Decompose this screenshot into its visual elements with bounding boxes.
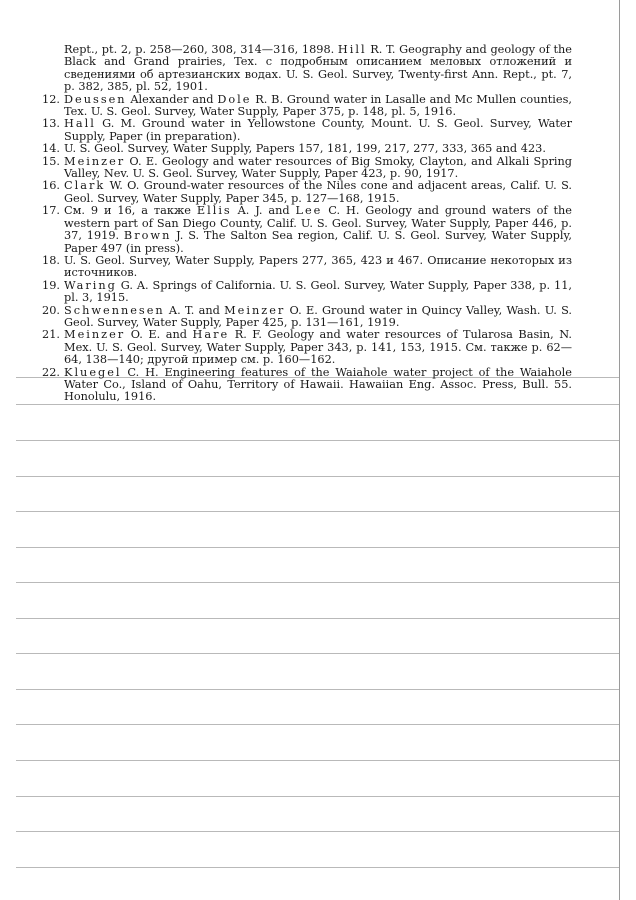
reference-text: O. E. and — [125, 328, 193, 342]
ruled-line — [16, 404, 619, 405]
ruled-line — [16, 689, 619, 690]
reference-text: G. M. Ground water in Yellowstone County, Mount. U. S. Geol. Survey, Water Supply, Paper (in preparation). — [64, 117, 572, 143]
reference-entry — [64, 44, 572, 94]
ruled-line — [16, 440, 619, 441]
reference-text: Rept., pt. 2, p. 258—260, 308, 314—316, 1898. — [64, 43, 338, 56]
reference-number: 15. — [42, 154, 60, 168]
ruled-line — [16, 796, 619, 797]
reference-text: W. O. Ground-water resources of the Niles cone and adjacent areas, Calif. U. S. Geol. Survey, Water Supply, Paper 345, p. 127—168, 1915. — [64, 179, 572, 205]
reference-entry — [42, 253, 572, 280]
author-name: Deussen — [64, 92, 127, 106]
reference-text: O. E. Ground water in Quincy Valley, Wash. U. S. Geol. Survey, Water Supply, Paper 425, p. 131—161, 1919. — [64, 303, 572, 329]
reference-text: U. S. Geol. Survey, Water Supply, Papers 277, 365, 423 и 467. Описание некоторых из источников. — [64, 253, 572, 280]
reference-text: R. B. Ground water in Lasalle and Mc Mullen counties, Tex. U. S. Geol. Survey, Water Supply, Paper 375, p. 148, pl. 5, 1916. — [64, 92, 572, 119]
reference-text: A. T. and — [164, 303, 225, 317]
author-name: Ellis — [196, 204, 232, 218]
author-name: Hall — [64, 117, 96, 131]
reference-entry — [42, 303, 572, 330]
reference-number: 18. — [42, 253, 60, 267]
ruled-line — [16, 653, 619, 654]
author-name: Waring — [64, 278, 117, 292]
author-name: Hare — [192, 328, 230, 342]
reference-number: 20. — [42, 303, 60, 317]
page-right-border — [619, 0, 620, 900]
reference-entry — [42, 278, 572, 305]
reference-number: 21. — [42, 328, 60, 342]
ruled-line — [16, 867, 619, 868]
reference-text: O. E. Geology and water resources of Big Smoky, Clayton, and Alkali Spring Valley, Nev. U. S. Geol. Survey, Water Supply, Paper 423, p. 90, 1917. — [64, 154, 572, 181]
reference-number: 16. — [42, 179, 60, 193]
author-name: Meinzer — [64, 154, 126, 168]
reference-number: 22. — [42, 365, 60, 379]
author-name: Clark — [64, 179, 106, 193]
reference-entry — [42, 365, 572, 404]
reference-number: 17. — [42, 204, 60, 218]
reference-entry — [42, 117, 572, 143]
reference-number: 12. — [42, 92, 60, 106]
reference-entry — [42, 204, 572, 255]
reference-text: C. H. Geology and ground waters of the western part of San Diego County, Calif. U. S. Geol. Survey, Water Supply, Paper 446, p. 37, 1919. — [64, 204, 572, 243]
reference-text: R. T. Geography and geology of the Black and Grand prairies, Tex. с подробным описанием меловых отложений и сведениями об артезианских водах. U. S. Geol. Survey, Twenty-first Ann. Rept., pt. 7, p. 382, 385, pl. 52, 1901. — [64, 43, 572, 94]
reference-number: 19. — [42, 278, 60, 292]
reference-text: См. 9 и 16, а также — [64, 204, 197, 218]
ruled-line — [16, 724, 619, 725]
author-name: Dole — [217, 92, 252, 106]
reference-text: C. H. Engineering features of the Waiahole water project of the Waiahole Water Co., Island of Oahu, Territory of Hawaii. Hawaiian Eng. Assoc. Press, Bull. 55. Honolulu, 1916. — [64, 365, 572, 404]
reference-number: 13. — [42, 117, 60, 131]
author-name: Schwennesen — [64, 303, 165, 317]
ruled-line — [16, 547, 619, 548]
reference-entry — [42, 179, 572, 205]
reference-text: G. A. Springs of California. U. S. Geol. Survey, Water Supply, Paper 338, p. 11, pl. 3, 1915. — [64, 278, 572, 305]
ruled-line — [16, 476, 619, 477]
reference-text: A. J. and — [231, 204, 296, 218]
reference-entry — [42, 328, 572, 367]
reference-text: J. S. The Salton Sea region, Calif. U. S. Geol. Survey, Water Supply, Paper 497 (in press). — [64, 229, 572, 255]
reference-text: U. S. Geol. Survey, Water Supply, Papers 157, 181, 199, 217, 277, 333, 365 and 423. — [64, 142, 546, 156]
author-name: Brown — [123, 229, 172, 243]
ruled-line — [16, 831, 619, 832]
reference-text: Alexander and — [126, 92, 218, 106]
reference-number: 14. — [42, 142, 60, 156]
author-name: Meinzer — [224, 303, 286, 317]
reference-entry — [42, 92, 572, 119]
author-name: Kluegel — [64, 365, 122, 379]
ruled-line — [16, 760, 619, 761]
reference-entry — [42, 154, 572, 181]
author-name: Hill — [337, 43, 367, 56]
reference-list — [42, 43, 572, 404]
author-name: Lee — [295, 204, 323, 218]
ruled-line — [16, 618, 619, 619]
author-name: Meinzer — [64, 328, 126, 342]
ruled-line — [16, 582, 619, 583]
reference-text: R. F. Geology and water resources of Tularosa Basin, N. Mex. U. S. Geol. Survey, Water Supply, Paper 343, p. 141, 153, 1915. См. также p. 62—64, 138—140; другой пример см. p. 160—162. — [64, 328, 572, 367]
ruled-line — [16, 511, 619, 512]
